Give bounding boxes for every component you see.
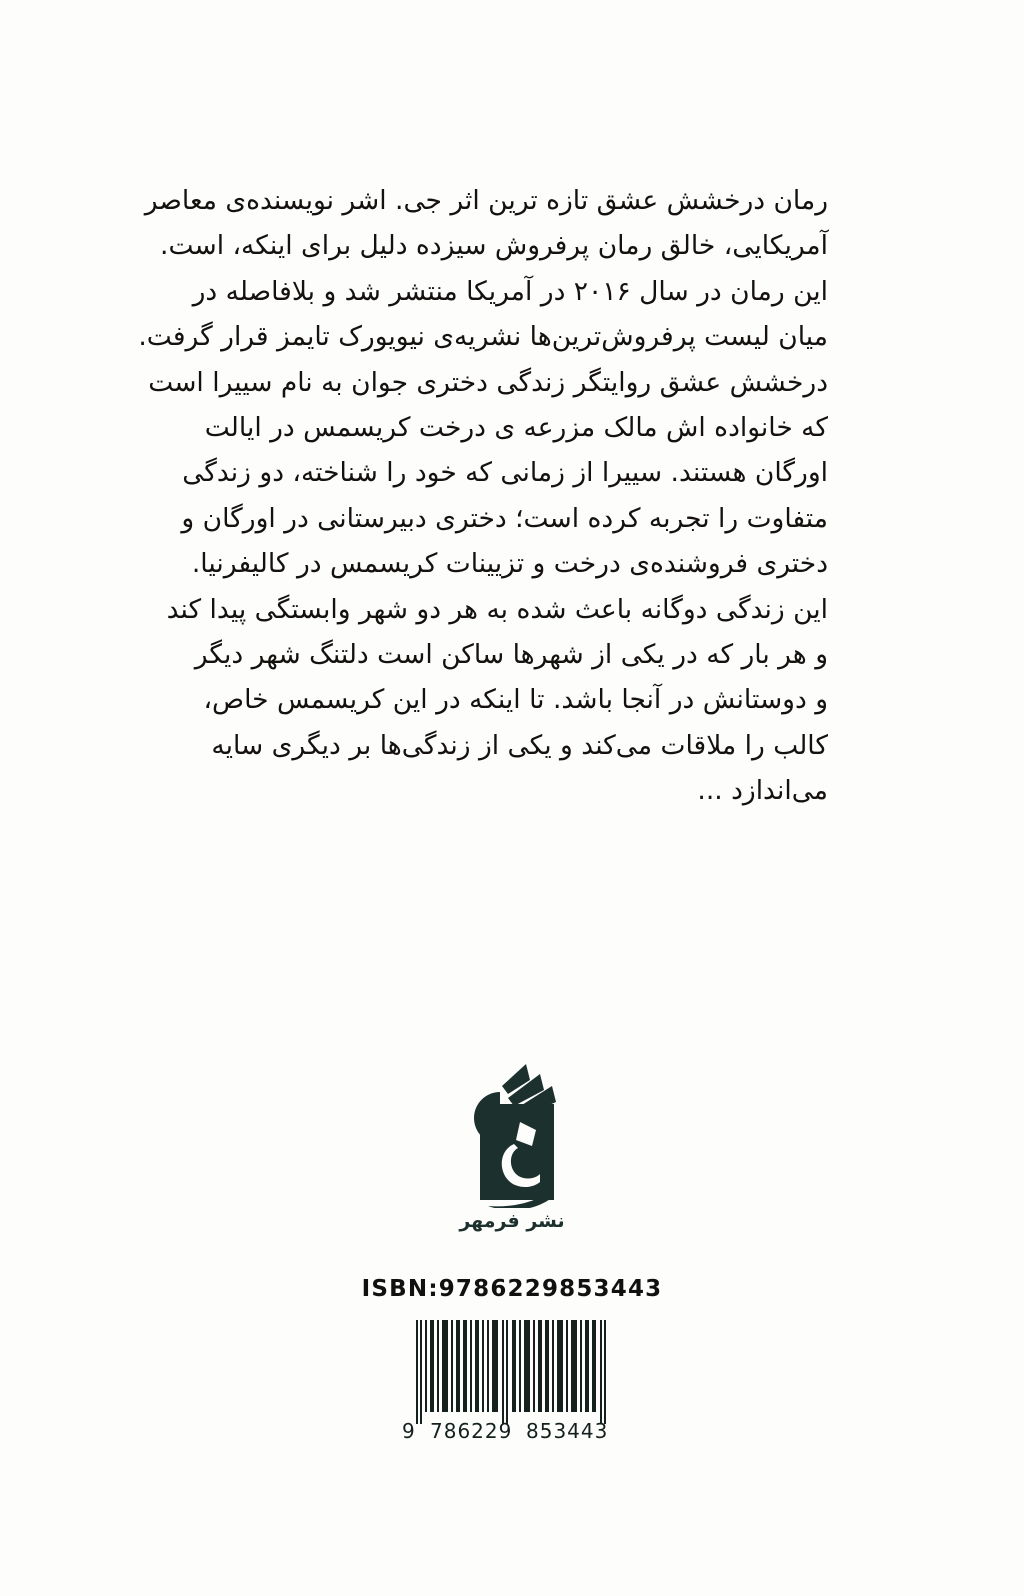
isbn-text: ISBN:9786229853443 xyxy=(361,1276,663,1302)
synopsis-line: دختری فروشنده‌ی درخت و تزیینات کریسمس در کالیفرنیا. xyxy=(191,548,828,580)
synopsis-line: آمریکایی، خالق رمان پرفروش سیزده دلیل برای اینکه، است. xyxy=(160,230,828,262)
publisher-block xyxy=(0,1056,1024,1232)
synopsis-line: و دوستانش در آنجا باشد. تا اینکه در این کریسمس خاص، xyxy=(203,684,828,716)
synopsis-line: این زندگی دوگانه باعث شده به هر دو شهر وابستگی پیدا کند xyxy=(166,593,828,625)
book-synopsis xyxy=(138,178,828,814)
synopsis-line: و هر بار که در یکی از شهرها ساکن است دلتنگ شهر دیگر xyxy=(194,639,828,671)
synopsis-line: کالب را ملاقات می‌کند و یکی از زندگی‌ها بر دیگری سایه xyxy=(211,729,828,761)
barcode-right-group: 853443 xyxy=(526,1419,609,1442)
barcode-lead-digit: 9 xyxy=(402,1419,415,1442)
publisher-name: نشر فرمهر xyxy=(459,1210,565,1232)
barcode-left-group: 786229 xyxy=(430,1419,513,1442)
synopsis-line: اورگان هستند. سییرا از زمانی که خود را شناخته، دو زندگی xyxy=(182,457,828,489)
synopsis-line: متفاوت را تجربه کرده است؛ دختری دبیرستانی در اورگان و xyxy=(181,502,828,534)
synopsis-line: میان لیست پرفروش‌ترین‌ها نشریه‌ی نیویورک تایمز قرار گرفت. xyxy=(138,321,828,353)
isbn-barcode xyxy=(0,1316,1024,1442)
synopsis-line: این رمان در سال ۲۰۱۶ در آمریکا منتشر شد و بلافاصله در xyxy=(192,275,828,307)
synopsis-line: می‌اندازد ... xyxy=(697,775,828,807)
synopsis-line: که خانواده اش مالک مزرعه ی درخت کریسمس در ایالت xyxy=(204,412,828,444)
synopsis-line: رمان درخشش عشق تازه ترین اثر جی. اشر نویسنده‌ی معاصر xyxy=(144,185,828,216)
synopsis-line: درخشش عشق روایتگر زندگی دختری جوان به نام سییرا است xyxy=(148,366,828,398)
farmehr-sun-book-logo-icon xyxy=(464,1056,560,1208)
